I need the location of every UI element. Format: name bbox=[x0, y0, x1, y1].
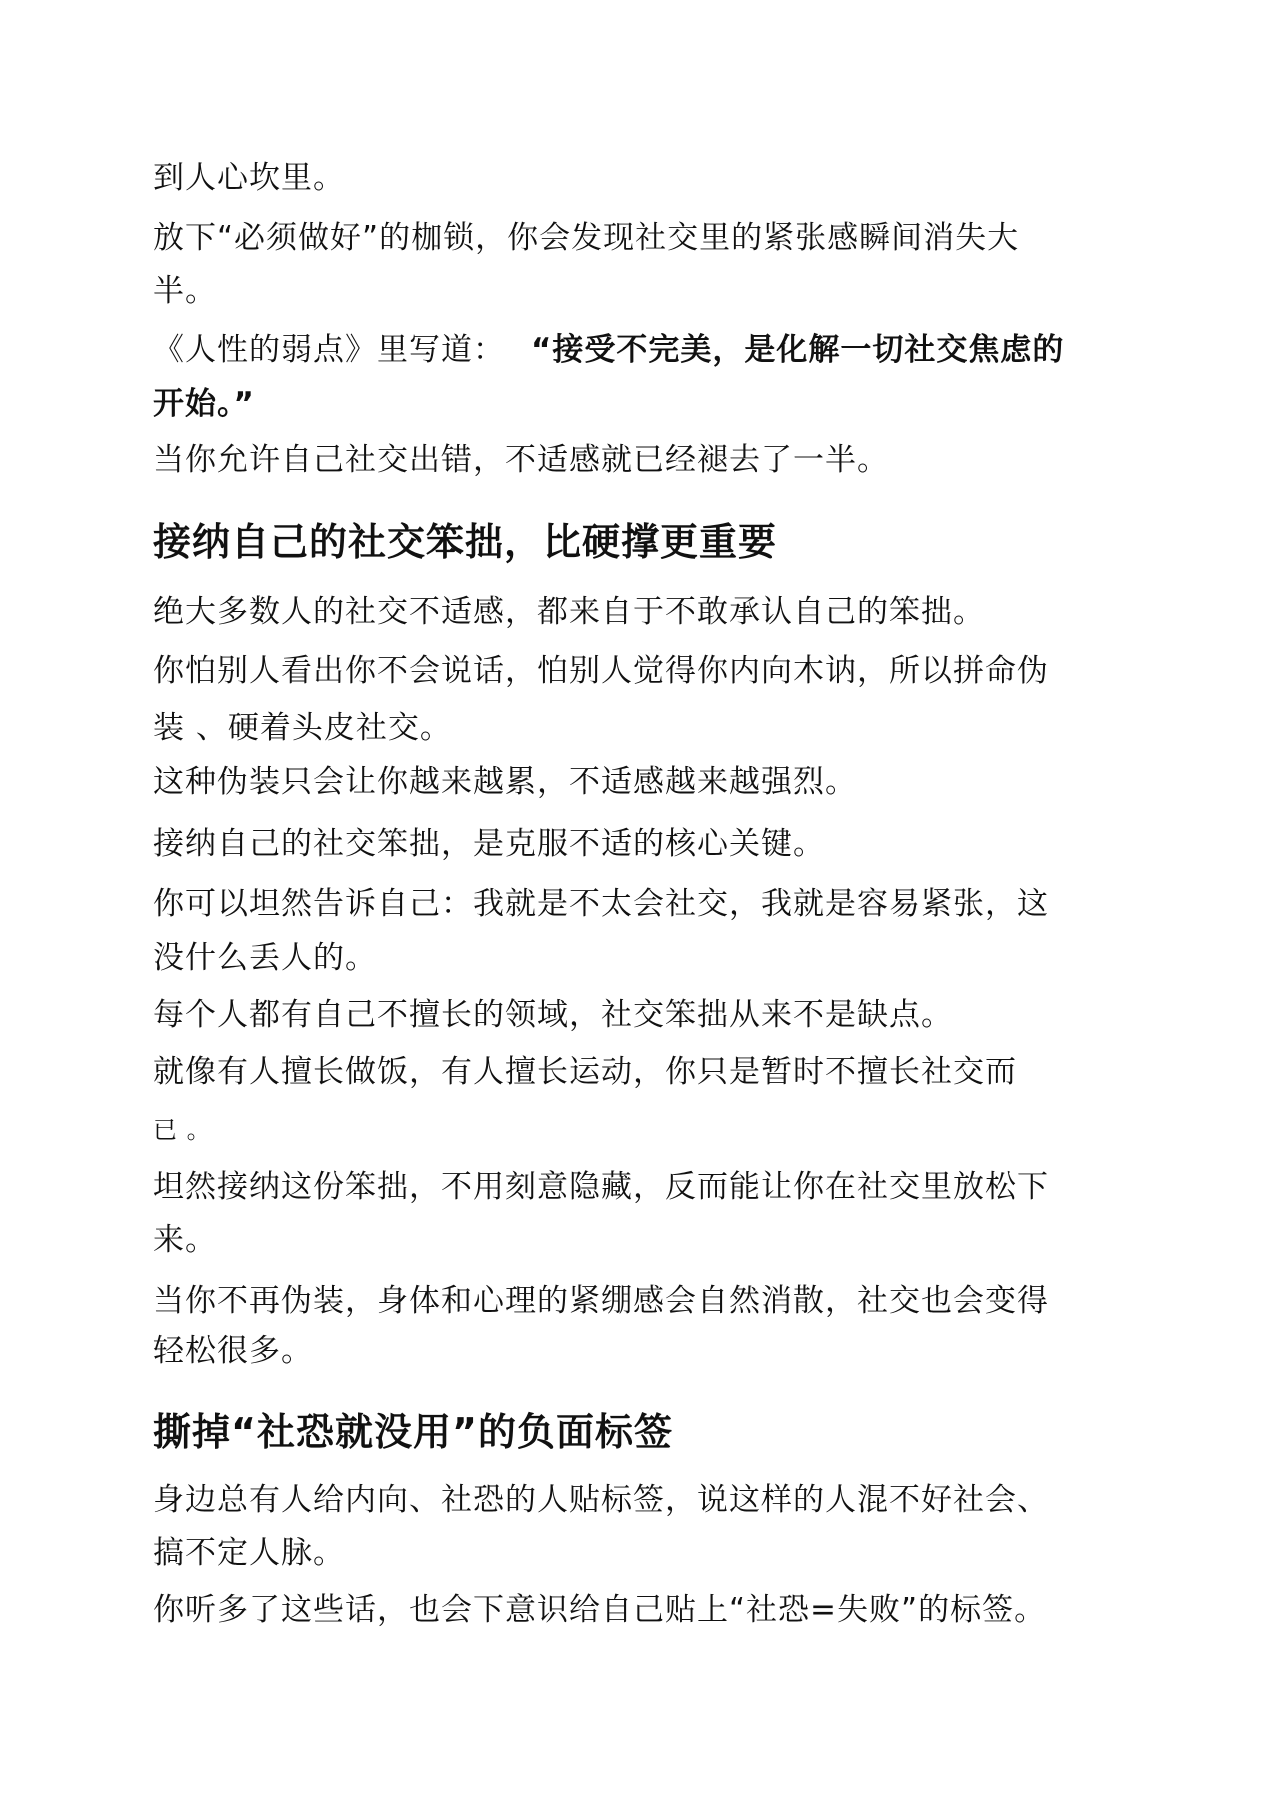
paragraph-line: 每个人都有自己不擅长的领域，社交笨拙从来不是缺点。 bbox=[153, 997, 953, 1033]
paragraph-line: 就像有人擅长做饭，有人擅长运动，你只是暂时不擅长社交而 bbox=[153, 1054, 1017, 1090]
paragraph-line: 你怕别人看出你不会说话，怕别人觉得你内向木讷，所以拼命伪 bbox=[153, 653, 1049, 689]
paragraph-line: 身边总有人给内向、社恐的人贴标签，说这样的人混不好社会、 bbox=[153, 1482, 1049, 1518]
paragraph-line: 当你允许自己社交出错，不适感就已经褪去了一半。 bbox=[153, 442, 889, 478]
quote-line bbox=[153, 330, 1064, 370]
paragraph-line: 当你不再伪装，身体和心理的紧绷感会自然消散，社交也会变得 bbox=[153, 1283, 1049, 1319]
paragraph-line: 已 。 bbox=[153, 1116, 212, 1144]
paragraph-line: 半。 bbox=[153, 273, 217, 309]
paragraph-line: 放下“必须做好”的枷锁，你会发现社交里的紧张感瞬间消失大 bbox=[153, 220, 1020, 256]
paragraph-line: 轻松很多。 bbox=[153, 1333, 313, 1369]
quote-source: 《人性的弱点》里写道： bbox=[153, 332, 505, 368]
section-heading: 接纳自己的社交笨拙，比硬撑更重要 bbox=[153, 520, 778, 564]
section-heading: 撕掉“社恐就没用”的负面标签 bbox=[153, 1410, 673, 1454]
quote-line: 开始。” bbox=[153, 386, 255, 422]
quote-text: “接受不完美，是化解一切社交焦虑的 bbox=[531, 332, 1065, 368]
paragraph-line: 来。 bbox=[153, 1222, 217, 1258]
paragraph-line: 你听多了这些话，也会下意识给自己贴上“社恐=失败”的标签。 bbox=[153, 1592, 1047, 1628]
paragraph-line: 这种伪装只会让你越来越累，不适感越来越强烈。 bbox=[153, 764, 857, 800]
paragraph-line: 绝大多数人的社交不适感，都来自于不敢承认自己的笨拙。 bbox=[153, 594, 985, 630]
paragraph-line: 接纳自己的社交笨拙，是克服不适的核心关键。 bbox=[153, 826, 825, 862]
paragraph-line: 你可以坦然告诉自己：我就是不太会社交，我就是容易紧张，这 bbox=[153, 886, 1049, 922]
paragraph-line: 坦然接纳这份笨拙，不用刻意隐藏，反而能让你在社交里放松下 bbox=[153, 1169, 1049, 1205]
paragraph-line: 到人心坎里。 bbox=[153, 160, 345, 196]
paragraph-line: 装 、硬着头皮社交。 bbox=[153, 710, 452, 746]
paragraph-line: 没什么丢人的。 bbox=[153, 940, 377, 976]
paragraph-line: 搞不定人脉。 bbox=[153, 1535, 345, 1571]
